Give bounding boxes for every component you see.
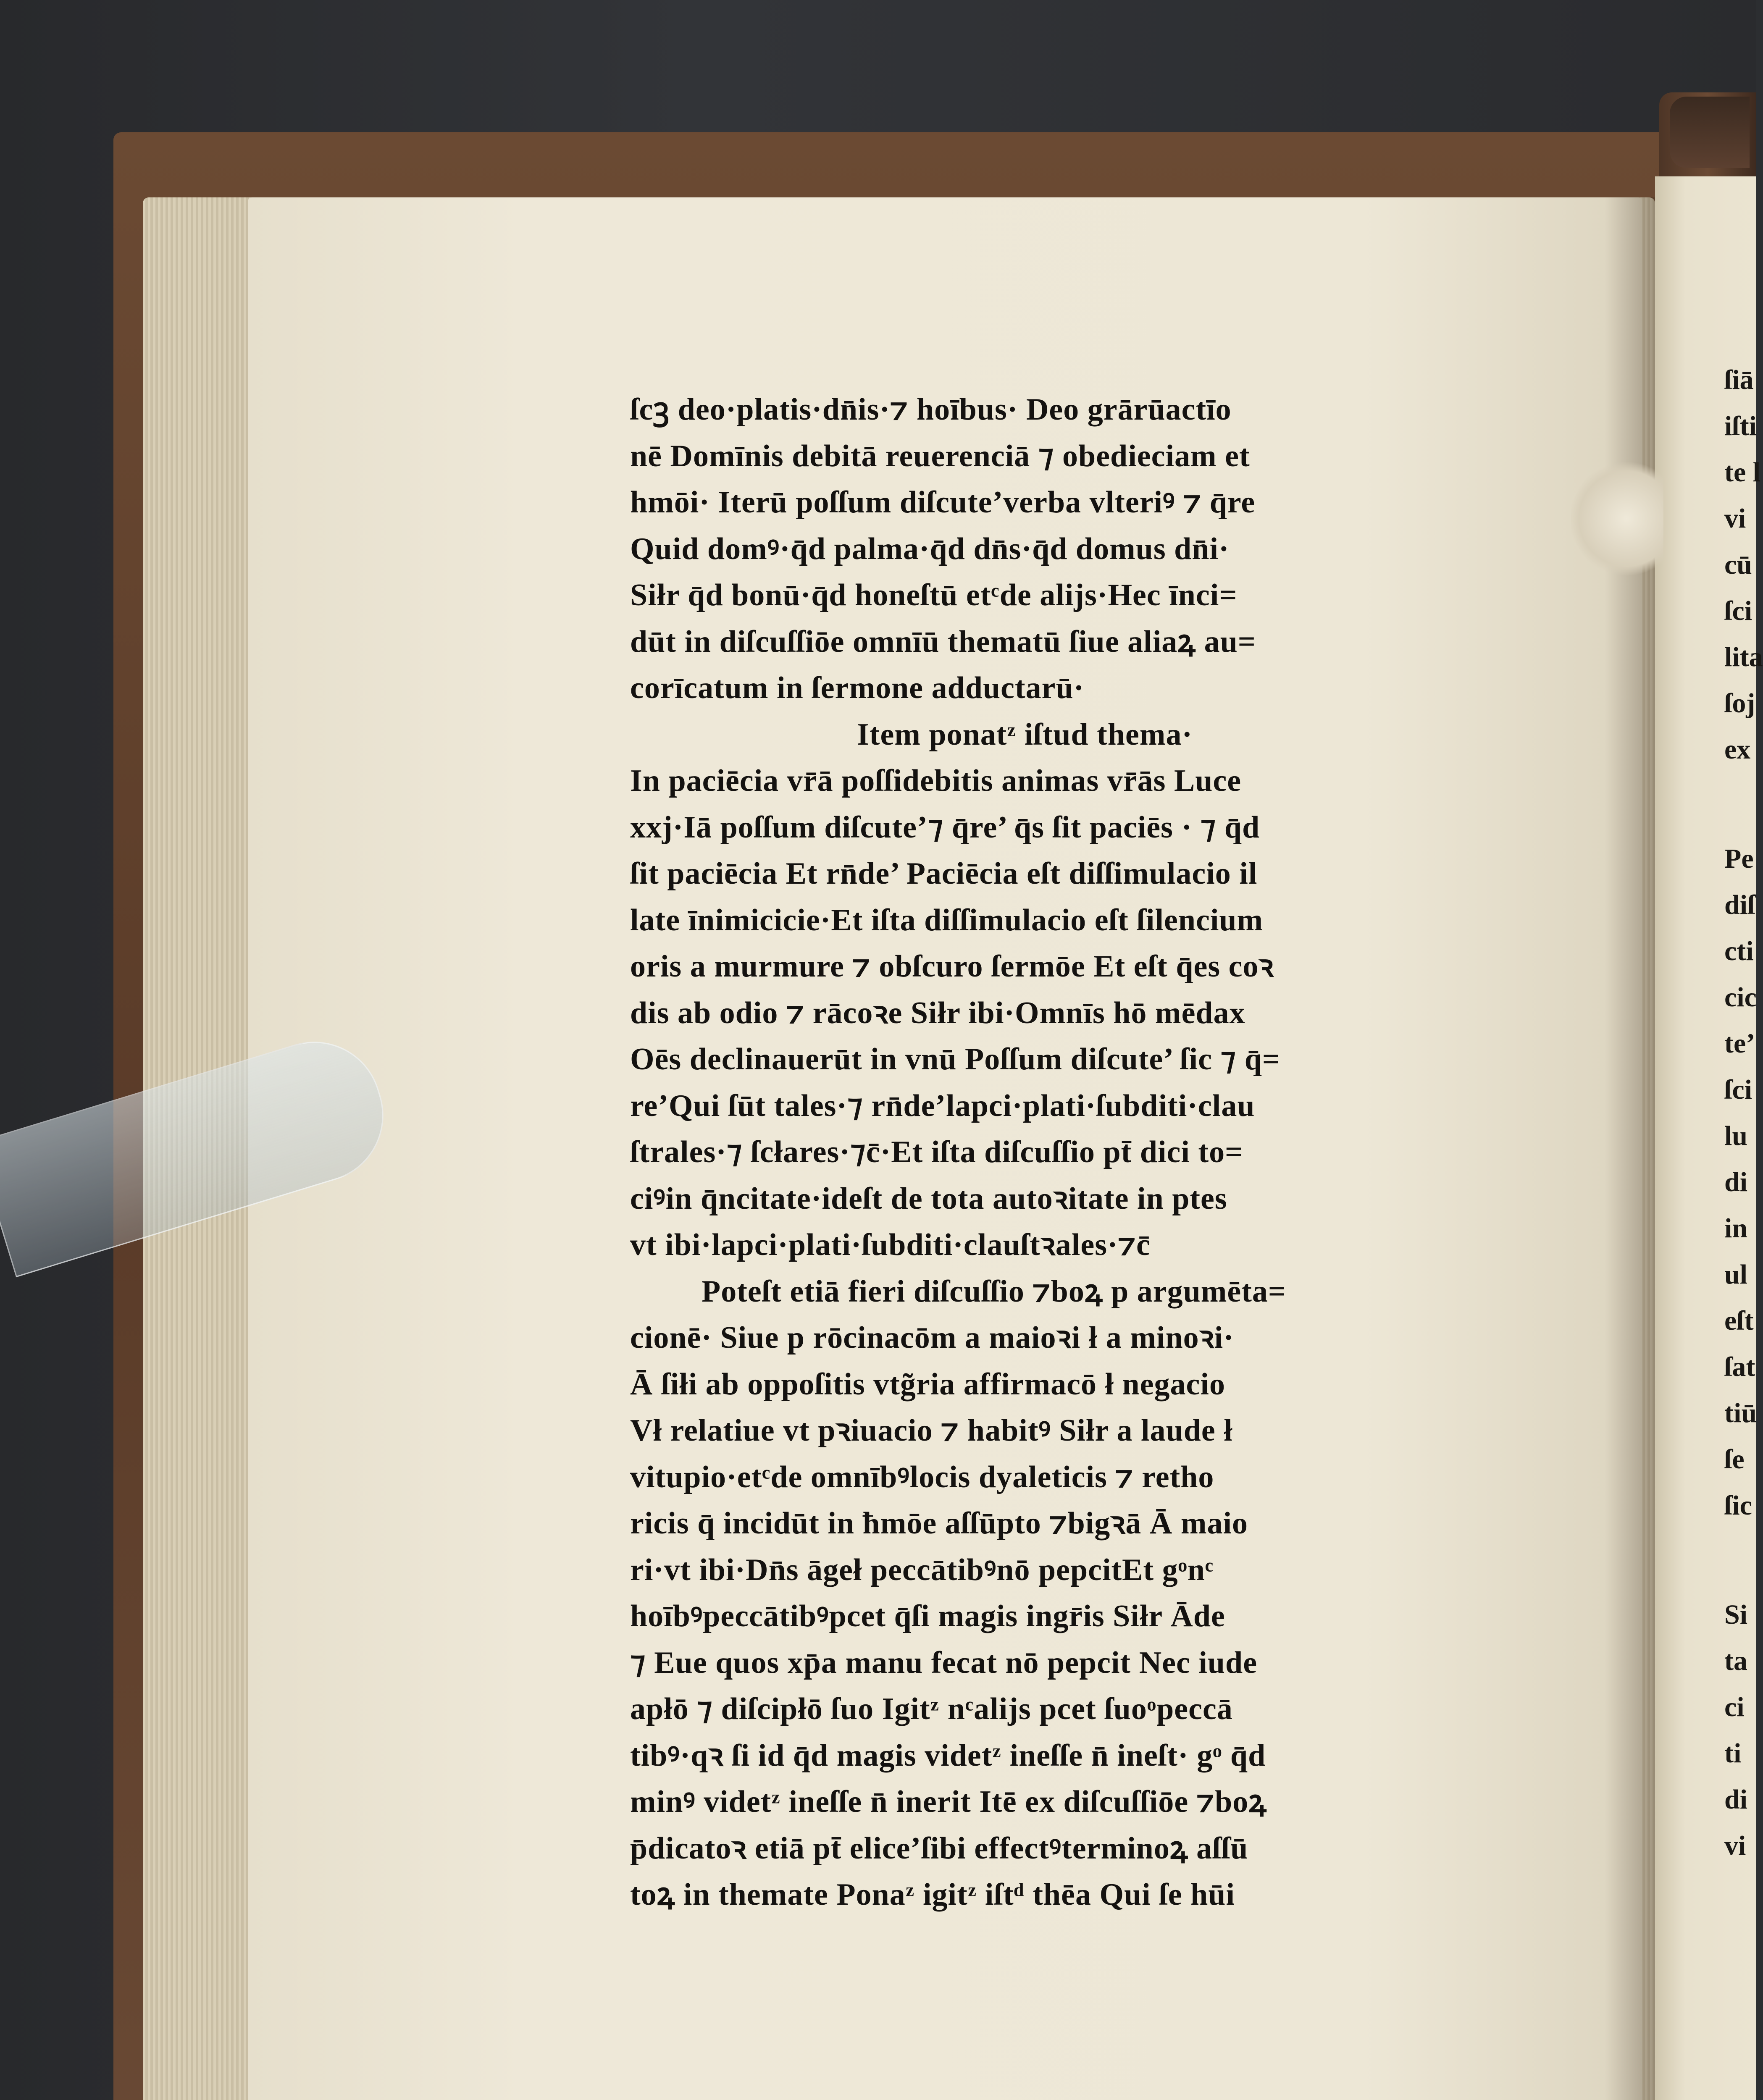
text-line: oris a murmure ⁊ obſcuro ſermōe Et eſt q̄es coꝛ (630, 949, 1274, 984)
next-page-fragment: eſt (1724, 1305, 1754, 1336)
next-page-fragment: ſci (1724, 596, 1752, 626)
text-line: corīcatum in ſermone adductarū· (630, 671, 1085, 705)
text-line: vt ibi·lapci·plati·ſubditi·clauſtꝛales·⁊c̄ (630, 1228, 1151, 1262)
next-page-fragment: tiū (1724, 1398, 1757, 1428)
next-page-fragment: lu (1724, 1121, 1748, 1151)
text-line: late īnimicicie·Et iſta diſſimulacio eſt ſilencium (630, 903, 1264, 937)
clasp-top (1670, 97, 1750, 168)
text-line: ricis q̄ incidūt in ħmōe aſſūpto ⁊bigꝛā Ā maio (630, 1506, 1248, 1541)
text-line: hoībꝰpeccātibꝰpcet q̄ſi magis ingr̄is Siłr Āde (630, 1599, 1225, 1633)
text-line: apłō ⁊ diſcipłō ſuo Igitᶻ nᶜalijs pcet ſuoᵒpeccā (630, 1692, 1233, 1726)
next-page-fragment: Si (1724, 1599, 1748, 1630)
next-page-fragment: diſ (1724, 890, 1755, 920)
text-line: tibꝰ·qꝛ ſi id q̄d magis videtᶻ ineſſe n̄ ineſt· gᵒ q̄d (630, 1738, 1266, 1773)
next-page-fragment: cic (1724, 982, 1757, 1013)
next-page-fragment: ſoj (1724, 688, 1755, 719)
text-line: Poteſt etiā fieri diſcuſſio ⁊boꝝ p argumēta= (702, 1274, 1287, 1309)
text-line: Siłr q̄d bonū·q̄d honeſtū etᶜde alijs·Hec īnci= (630, 578, 1238, 612)
text-line: ſit paciēcia Et rn̄de’ Paciēcia eſt diſſimulacio il (630, 856, 1258, 891)
text-line: ſtrales·⁊ ſcłares·⁊c̄·Et iſta diſcuſſio pt̄ dici to= (630, 1135, 1243, 1169)
paper-tab (1571, 462, 1663, 575)
next-page-fragment: ſiā (1724, 365, 1754, 395)
next-page-fragment: ſat (1724, 1352, 1755, 1382)
next-page-fragment: cti (1724, 936, 1754, 966)
text-line: Item ponatᶻ iſtud thema· (857, 717, 1193, 752)
text-line: Ā ſiłi ab oppoſitis vtg̃ria affirmacō ł negacio (630, 1367, 1225, 1402)
text-line: ⁊ Eue quos xp̄a manu fecat nō pepcit Nec iude (630, 1645, 1258, 1680)
text-line: dis ab odio ⁊ rācoꝛe Siłr ibi·Omnīs hō mēdax (630, 995, 1245, 1030)
next-page-fragment: te l (1724, 457, 1761, 488)
next-page-fragment: cū (1724, 549, 1752, 580)
next-page-fragment: iſti (1724, 411, 1757, 441)
next-page-fragment: ex (1724, 734, 1751, 765)
text-line: Vł relatiue vt pꝛiuacio ⁊ habitꝰ Siłr a laude ł (630, 1413, 1233, 1448)
next-page-fragment: ſic (1724, 1490, 1752, 1521)
next-page-fragment: ti (1724, 1738, 1742, 1769)
next-page-fragment: ſci (1724, 1074, 1752, 1105)
text-line: ri·vt ibi·Dn̄s āgeł peccātibꝰnō pepcitEt gᵒnᶜ (630, 1552, 1214, 1587)
text-line: re’Qui ſūt tales·⁊ rn̄de’lapci·plati·ſubditi·clau (630, 1088, 1255, 1123)
next-page-text (1724, 357, 1763, 1869)
text-line: dūt in diſcuſſiōe omnīū thematū ſiue aliaꝝ au= (630, 624, 1256, 659)
next-page-fragment: ci (1724, 1692, 1745, 1722)
text-line: p̄dicatoꝛ etiā pt̄ elice’ſibi effectꝰterminoꝝ aſſū (630, 1831, 1248, 1866)
text-line: nē Domīnis debitā reuerenciā ⁊ obedieciam et (630, 438, 1250, 473)
next-page-fragment: Pe (1724, 843, 1754, 874)
text-line: xxj·Iā poſſum diſcute’⁊ q̄re’ q̄s ſit paciēs · ⁊ q̄d (630, 810, 1260, 845)
text-line: Quid domꝰ·q̄d palma·q̄d dn̄s·q̄d domus dn̄i· (630, 531, 1230, 566)
text-line: Oēs declinauerūt in vnū Poſſum diſcute’ ſic ⁊ q̄= (630, 1042, 1281, 1076)
next-page-fragment: ſe (1724, 1444, 1745, 1475)
next-page-fragment: vi (1724, 503, 1746, 534)
next-page-fragment: ul (1724, 1259, 1748, 1290)
text-line: toꝝ in themate Ponaᶻ igitᶻ iſtᵈ thēa Qui ſe hūi (630, 1877, 1235, 1912)
text-line: In paciēcia vr̄ā poſſidebitis animas vr̄ās Luce (630, 764, 1242, 798)
next-page-fragment: lita (1724, 642, 1763, 672)
text-line: hmōi· Iterū poſſum diſcute’verba vlteriꝰ ⁊ q̄re (630, 485, 1256, 520)
next-page-fragment: ta (1724, 1646, 1747, 1676)
text-line: vitupio·etᶜde omnībꝰlocis dyaleticis ⁊ retho (630, 1460, 1214, 1494)
next-page-fragment: te’ (1724, 1028, 1755, 1059)
text-line: ciꝰin q̄ncitate·ideſt de tota autoꝛitate in ptes (630, 1181, 1227, 1216)
text-line: ſcꝫ deo·platis·dn̄is·⁊ hoībus· Deo grārūactīo (630, 392, 1232, 427)
text-line: minꝰ videtᶻ ineſſe n̄ inerit Itē ex diſcuſſiōe ⁊boꝝ (630, 1785, 1267, 1819)
next-page-fragment: vi (1724, 1830, 1746, 1861)
next-page-fragment: in (1724, 1213, 1748, 1244)
next-page-fragment: di (1724, 1167, 1748, 1197)
text-line: cionē· Siue p rōcinacōm a maioꝛi ł a minoꝛi· (630, 1320, 1234, 1355)
next-page-fragment: di (1724, 1784, 1748, 1815)
page-text (630, 386, 1504, 1918)
